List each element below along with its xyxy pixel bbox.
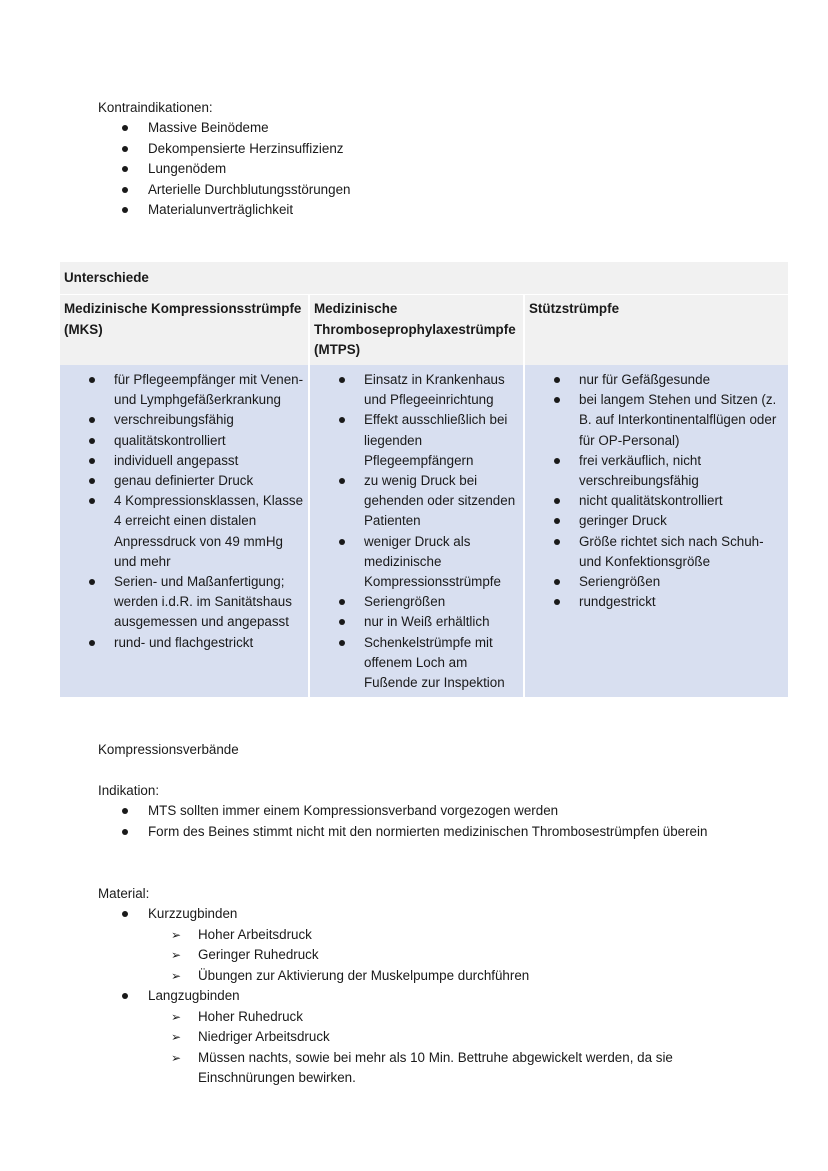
bullet-icon xyxy=(89,417,95,423)
bullet-icon xyxy=(554,498,560,504)
list-item: rundgestrickt xyxy=(525,592,788,612)
bullet-icon xyxy=(339,417,345,423)
list-item: Lungenödem xyxy=(98,159,768,180)
bullet-icon xyxy=(339,640,345,646)
bullet-icon xyxy=(89,438,95,444)
bullet-icon xyxy=(339,377,345,383)
arrow-bullet-icon: ➢ xyxy=(171,1009,182,1024)
table-cell-mtps xyxy=(310,365,525,697)
bullet-icon xyxy=(554,377,560,383)
material-heading: Material: xyxy=(98,886,150,901)
arrow-bullet-icon: ➢ xyxy=(171,1030,182,1044)
list-item: individuell angepasst xyxy=(60,451,308,471)
indication-heading: Indikation: xyxy=(98,783,160,798)
material-sublist xyxy=(148,1007,768,1089)
indication-list xyxy=(98,801,768,842)
list-item: Dekompensierte Herzinsuffizienz xyxy=(98,139,768,160)
contraindications-section xyxy=(98,98,768,221)
bullet-icon xyxy=(554,579,560,585)
bullet-icon xyxy=(339,478,345,484)
column-heading-stuetz: Stützstrümpfe xyxy=(529,301,620,316)
list-item xyxy=(98,904,768,986)
material-group-label: Langzugbinden xyxy=(148,988,240,1003)
list-item: MTS sollten immer einem Kompressionsverband vorgezogen werden xyxy=(98,801,768,822)
bullet-icon xyxy=(122,125,128,131)
list-item: ➢ Übungen zur Aktivierung der Muskelpumpe durchführen xyxy=(148,966,768,987)
list-item: Form des Beines stimmt nicht mit den normierten medizinischen Thrombosestrümpfen überein xyxy=(98,822,768,843)
bullet-icon xyxy=(554,518,560,524)
list-item xyxy=(98,986,768,1089)
list-item: genau definierter Druck xyxy=(60,471,308,491)
bullet-icon xyxy=(89,478,95,484)
list-item: qualitätskontrolliert xyxy=(60,431,308,451)
list-item: zu wenig Druck bei gehenden oder sitzenden Patienten xyxy=(310,471,523,532)
bullet-icon xyxy=(122,829,128,835)
list-item: Massive Beinödeme xyxy=(98,118,768,139)
list-item: geringer Druck xyxy=(525,511,788,531)
list-item: Größe richtet sich nach Schuh- und Konfektionsgröße xyxy=(525,532,788,572)
bullet-icon xyxy=(554,458,560,464)
bullet-icon xyxy=(122,808,128,814)
bandages-heading: Kompressionsverbände xyxy=(98,742,239,757)
material-sublist xyxy=(148,925,768,987)
list-item: nur in Weiß erhältlich xyxy=(310,612,523,632)
bullet-icon xyxy=(122,911,128,917)
table-cell-mks xyxy=(60,365,310,697)
bullet-icon xyxy=(122,187,128,193)
bullet-icon xyxy=(339,619,345,625)
list-item: ➢ Niedriger Arbeitsdruck xyxy=(148,1027,768,1048)
list-item: weniger Druck als medizinische Kompressionsstrümpfe xyxy=(310,532,523,593)
list-item: Schenkelstrümpfe mit offenem Loch am Fußende zur Inspektion xyxy=(310,633,523,694)
list-item: rund- und flachgestrickt xyxy=(60,633,308,653)
list-item: für Pflegeempfänger mit Venen- und Lymphgefäßerkrankung xyxy=(60,370,308,410)
list-item: Effekt ausschließlich bei liegenden Pflegeempfängern xyxy=(310,410,523,471)
arrow-bullet-icon: ➢ xyxy=(171,968,182,983)
list-item: Arterielle Durchblutungsstörungen xyxy=(98,180,768,201)
bullet-icon xyxy=(122,166,128,172)
bullet-icon xyxy=(122,146,128,152)
table-title: Unterschiede xyxy=(60,262,788,295)
list-item: Serien- und Maßanfertigung; werden i.d.R. im Sanitätshaus ausgemessen und angepasst xyxy=(60,572,308,633)
bullet-icon xyxy=(339,539,345,545)
bullet-icon xyxy=(89,458,95,464)
indication-section xyxy=(98,781,768,842)
arrow-bullet-icon: ➢ xyxy=(171,948,182,962)
comparison-table xyxy=(60,262,788,697)
list-item: nicht qualitätskontrolliert xyxy=(525,491,788,511)
bullet-icon xyxy=(554,599,560,605)
list-item: Einsatz in Krankenhaus und Pflegeeinrichtung xyxy=(310,370,523,410)
material-section xyxy=(98,884,768,1089)
contraindications-heading: Kontraindikationen: xyxy=(98,100,213,115)
bandages-section xyxy=(98,740,768,760)
list-item: ➢ Hoher Ruhedruck xyxy=(148,1007,768,1028)
list-item: bei langem Stehen und Sitzen (z. B. auf Interkontinentalflügen oder für OP-Personal) xyxy=(525,390,788,451)
cell-list xyxy=(310,370,523,693)
table-cell-stuetz xyxy=(525,365,788,697)
material-group-label: Kurzzugbinden xyxy=(148,906,238,921)
list-item: ➢ Müssen nachts, sowie bei mehr als 10 Min. Bettruhe abgewickelt werden, da sie Einschnürungen bewirken. xyxy=(171,1049,673,1085)
list-item: Seriengrößen xyxy=(310,592,523,612)
list-item: Materialunverträglichkeit xyxy=(98,200,768,221)
bullet-icon xyxy=(554,539,560,545)
list-item: Seriengrößen xyxy=(525,572,788,592)
list-item: 4 Kompressionsklassen, Klasse 4 erreicht einen distalen Anpressdruck von 49 mmHg und mehr xyxy=(60,491,308,572)
list-item: verschreibungsfähig xyxy=(60,410,308,430)
cell-list xyxy=(60,370,308,653)
list-item: ➢ Geringer Ruhedruck xyxy=(148,945,768,966)
bullet-icon xyxy=(122,993,128,999)
column-heading-mtps: Medizinische Thromboseprophylaxestrümpfe (MTPS) xyxy=(310,295,525,365)
bullet-icon xyxy=(89,640,95,646)
list-item: frei verkäuflich, nicht verschreibungsfähig xyxy=(525,451,788,491)
bullet-icon xyxy=(89,498,95,504)
table-body xyxy=(60,365,788,697)
list-item: nur für Gefäßgesunde xyxy=(525,370,788,390)
arrow-bullet-icon: ➢ xyxy=(171,927,182,942)
material-list xyxy=(98,904,768,1089)
bullet-icon xyxy=(89,377,95,383)
cell-list xyxy=(525,370,788,612)
contraindications-list xyxy=(98,118,768,221)
arrow-bullet-icon: ➢ xyxy=(171,1050,182,1065)
column-heading-mks: Medizinische Kompressionsstrümpfe (MKS) xyxy=(60,295,310,365)
bullet-icon xyxy=(339,599,345,605)
bullet-icon xyxy=(122,207,128,213)
list-item: ➢ Hoher Arbeitsdruck xyxy=(148,925,768,946)
bullet-icon xyxy=(89,579,95,585)
table-column-headers xyxy=(60,295,788,365)
bullet-icon xyxy=(554,397,560,403)
